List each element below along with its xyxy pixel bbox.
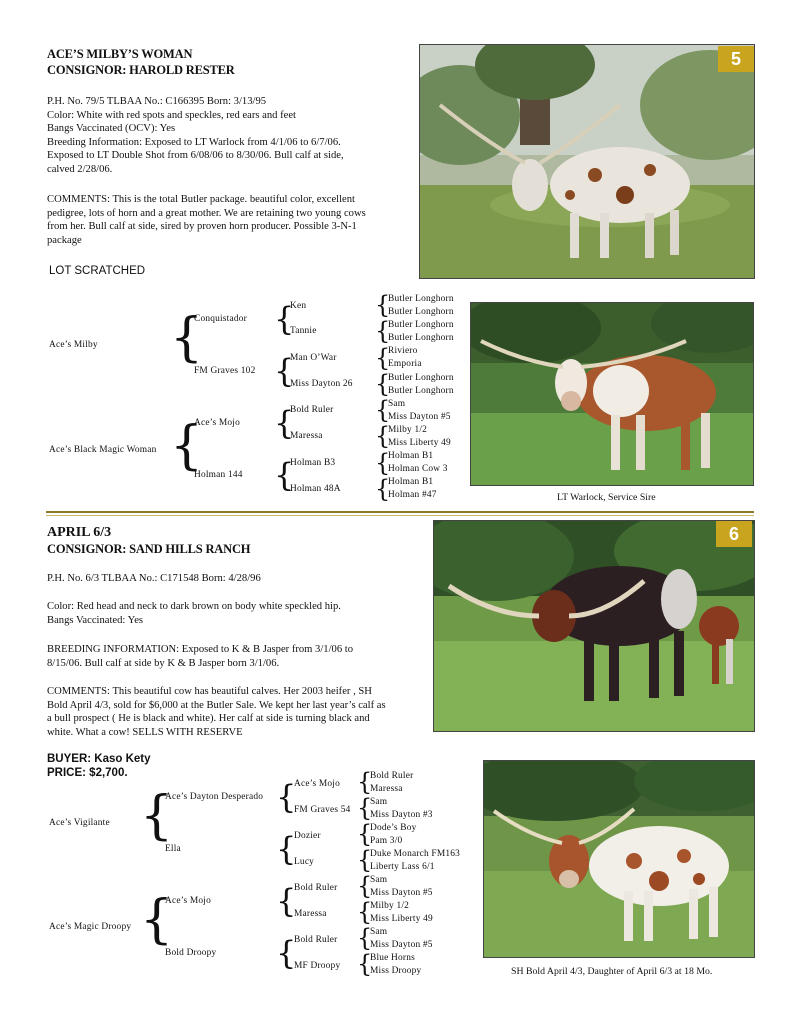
- lot6-comment-line: white. What a cow! SELLS WITH RESERVE: [47, 726, 243, 738]
- daughter-photo: [483, 760, 755, 958]
- lot5-consignor: CONSIGNOR: HAROLD RESTER: [47, 63, 235, 77]
- lot5-cow-photo: [419, 44, 755, 279]
- lot5-gen4: Miss Liberty 49: [388, 438, 451, 448]
- pedigree-brace: {: [357, 820, 373, 848]
- pedigree-brace: {: [375, 344, 391, 372]
- lot6-gen4: Pam 3/0: [370, 836, 403, 846]
- pedigree-brace: {: [375, 370, 391, 398]
- lot6-gen4: Miss Dayton #5: [370, 888, 433, 898]
- lot5-gen4: Holman B1: [388, 477, 434, 487]
- pedigree-brace: {: [357, 872, 373, 900]
- lot5-gen3: Holman 48A: [290, 484, 341, 494]
- lot5-gen4: Butler Longhorn: [388, 294, 454, 304]
- lot5-gen4: Holman B1: [388, 451, 434, 461]
- lot6-gen4: Sam: [370, 797, 388, 807]
- pedigree-brace: {: [276, 778, 297, 816]
- lot5-gen3: Bold Ruler: [290, 405, 334, 415]
- pedigree-brace: {: [357, 846, 373, 874]
- pedigree-brace: {: [375, 422, 391, 450]
- pedigree-brace: {: [357, 898, 373, 926]
- lot5-gen3: Ken: [290, 301, 307, 311]
- lot6-color: [47, 600, 341, 627]
- lot6-gen3: Lucy: [294, 857, 315, 867]
- lot5-gen4: Holman #47: [388, 490, 437, 500]
- lot5-gen2: Ace’s Mojo: [194, 418, 241, 428]
- lot6-gen3: Bold Ruler: [294, 935, 338, 945]
- lot5-gen2: FM Graves 102: [194, 366, 256, 376]
- lot5-comment-line: from her. Bull calf at side, sired by proven horn producer. Possible 3-N-1: [47, 221, 357, 233]
- lot5-title: ACE’S MILBY’S WOMAN: [47, 47, 193, 61]
- pedigree-brace: {: [274, 300, 295, 338]
- lot6-gen4: Miss Droopy: [370, 966, 422, 976]
- pedigree-brace: {: [375, 291, 391, 319]
- lot6-number-badge: 6: [716, 521, 752, 547]
- service-sire-photo: [470, 302, 754, 486]
- lot6-gen2: Bold Droopy: [165, 948, 217, 958]
- lot5-dam: Ace’s Black Magic Woman: [49, 445, 157, 455]
- pedigree-brace: {: [140, 786, 174, 846]
- lot6-breeding: [47, 643, 353, 670]
- lot5-gen3: Holman B3: [290, 458, 336, 468]
- lot5-comment-line: package: [47, 234, 82, 246]
- lot6-comments: [47, 685, 386, 739]
- lot6-cow-photo: [433, 520, 755, 732]
- lot6-gen4: Sam: [370, 875, 388, 885]
- lot6-title: APRIL 6/3: [47, 525, 112, 540]
- lot6-gen4: Miss Dayton #5: [370, 940, 433, 950]
- lot6-gen2: Ace’s Dayton Desperado: [165, 792, 264, 802]
- lot6-photo-caption: SH Bold April 4/3, Daughter of April 6/3 at 18 Mo.: [511, 966, 713, 977]
- lot6-gen3: Maressa: [294, 909, 327, 919]
- lot6-gen4: Milby 1/2: [370, 901, 410, 911]
- lot5-gen4: Sam: [388, 399, 406, 409]
- lot6-gen4: Miss Dayton #3: [370, 810, 433, 820]
- pedigree-brace: {: [375, 449, 391, 477]
- lot5-info-line: Color: White with red spots and speckles, red ears and feet: [47, 109, 296, 121]
- lot6-dam: Ace’s Magic Droopy: [49, 922, 132, 932]
- pedigree-brace: {: [274, 352, 295, 390]
- lot6-gen3: Dozier: [294, 831, 321, 841]
- lot5-photo-caption: LT Warlock, Service Sire: [557, 492, 656, 503]
- pedigree-brace: {: [276, 934, 297, 972]
- lot5-gen4: Emporia: [388, 359, 422, 369]
- lot6-price: PRICE: $2,700.: [47, 767, 128, 779]
- lot5-gen4: Holman Cow 3: [388, 464, 448, 474]
- lot6-gen3: MF Droopy: [294, 961, 341, 971]
- lot6-color-line: Color: Red head and neck to dark brown on body white speckled hip.: [47, 601, 341, 612]
- section-divider: [46, 515, 754, 516]
- lot5-comments: [47, 193, 366, 247]
- lot6-breeding-line: BREEDING INFORMATION: Exposed to K & B Jasper from 3/1/06 to: [47, 644, 354, 655]
- lot6-gen4: Dode’s Boy: [370, 823, 417, 833]
- lot5-info-line: Exposed to LT Double Shot from 6/08/06 to 8/30/06. Bull calf at side,: [47, 150, 344, 162]
- lot6-breeding-line: 8/15/06. Bull calf at side by K & B Jasper born 3/1/06.: [47, 657, 280, 669]
- lot6-gen2: Ace’s Mojo: [165, 896, 212, 906]
- lot5-gen3: Man O’War: [290, 353, 337, 363]
- lot6-gen4: Maressa: [370, 784, 403, 794]
- lot5-gen3: Miss Dayton 26: [290, 379, 353, 389]
- lot6-gen4: Sam: [370, 927, 388, 937]
- lot5-gen3: Maressa: [290, 431, 323, 441]
- lot5-comment-line: pedigree, lots of horn and a great mother. We are retaining two young cows: [47, 207, 366, 219]
- lot5-status: LOT SCRATCHED: [49, 265, 146, 277]
- pedigree-brace: {: [357, 768, 373, 796]
- pedigree-brace: {: [276, 882, 297, 920]
- pedigree-brace: {: [357, 950, 373, 978]
- pedigree-brace: {: [274, 456, 295, 494]
- pedigree-brace: {: [170, 416, 204, 476]
- lot5-info-line: Breeding Information: Exposed to LT Warlock from 4/1/06 to 6/7/06.: [47, 136, 341, 148]
- lot6-consignor: CONSIGNOR: SAND HILLS RANCH: [47, 542, 251, 556]
- pedigree-brace: {: [375, 396, 391, 424]
- lot6-gen2: Ella: [165, 844, 181, 854]
- lot5-gen4: Butler Longhorn: [388, 373, 454, 383]
- lot5-gen4: Riviero: [388, 346, 418, 356]
- lot6-gen3: Bold Ruler: [294, 883, 338, 893]
- lot5-info-line: calved 2/28/06.: [47, 163, 113, 175]
- lot5-gen4: Miss Dayton #5: [388, 412, 451, 422]
- lot6-ph-line: P.H. No. 6/3 TLBAA No.: C171548 Born: 4/28/96: [47, 573, 261, 584]
- pedigree-brace: {: [375, 317, 391, 345]
- lot6-comment-line: Bold April 4/3, sold for $6,000 at the Butler Sale. We kept her last year’s calf as: [47, 699, 386, 711]
- lot5-comment-line: COMMENTS: This is the total Butler package. beautiful color, excellent: [47, 194, 355, 205]
- lot5-gen3: Tannie: [290, 326, 317, 336]
- lot6-buyer: BUYER: Kaso Kety: [47, 753, 151, 765]
- lot6-comment-line: a bull prospect ( He is black and white). Her calf at side is turning black and: [47, 713, 370, 725]
- pedigree-brace: {: [276, 830, 297, 868]
- lot6-sire: Ace’s Vigilante: [49, 818, 110, 828]
- lot6-gen3: FM Graves 54: [294, 805, 351, 815]
- pedigree-brace: {: [357, 794, 373, 822]
- lot5-gen2: Holman 144: [194, 470, 243, 480]
- pedigree-brace: {: [140, 890, 174, 950]
- lot5-number-badge: 5: [718, 46, 754, 72]
- lot5-info: [47, 95, 344, 177]
- lot6-gen4: Liberty Lass 6/1: [370, 862, 435, 872]
- lot5-info-line: P.H. No. 79/5 TLBAA No.: C166395 Born: 3/13/95: [47, 96, 267, 107]
- section-divider: [46, 511, 754, 513]
- pedigree-brace: {: [375, 475, 391, 503]
- lot6-gen4: Blue Horns: [370, 953, 415, 963]
- pedigree-brace: {: [357, 924, 373, 952]
- lot6-gen4: Duke Monarch FM163: [370, 849, 461, 859]
- lot6-color-line: Bangs Vaccinated: Yes: [47, 614, 144, 626]
- lot5-gen4: Butler Longhorn: [388, 307, 454, 317]
- lot6-gen3: Ace’s Mojo: [294, 779, 341, 789]
- lot5-gen2: Conquistador: [194, 314, 247, 324]
- lot6-comment-line: COMMENTS: This beautiful cow has beautiful calves. Her 2003 heifer , SH: [47, 686, 372, 697]
- lot5-sire: Ace’s Milby: [49, 340, 98, 350]
- pedigree-brace: {: [274, 404, 295, 442]
- lot6-gen4: Bold Ruler: [370, 771, 414, 781]
- lot5-gen4: Butler Longhorn: [388, 333, 454, 343]
- pedigree-brace: {: [170, 308, 204, 368]
- lot5-gen4: Butler Longhorn: [388, 386, 454, 396]
- lot5-info-line: Bangs Vaccinated (OCV): Yes: [47, 123, 176, 135]
- lot5-gen4: Butler Longhorn: [388, 320, 454, 330]
- lot6-gen4: Miss Liberty 49: [370, 914, 433, 924]
- lot5-gen4: Milby 1/2: [388, 425, 428, 435]
